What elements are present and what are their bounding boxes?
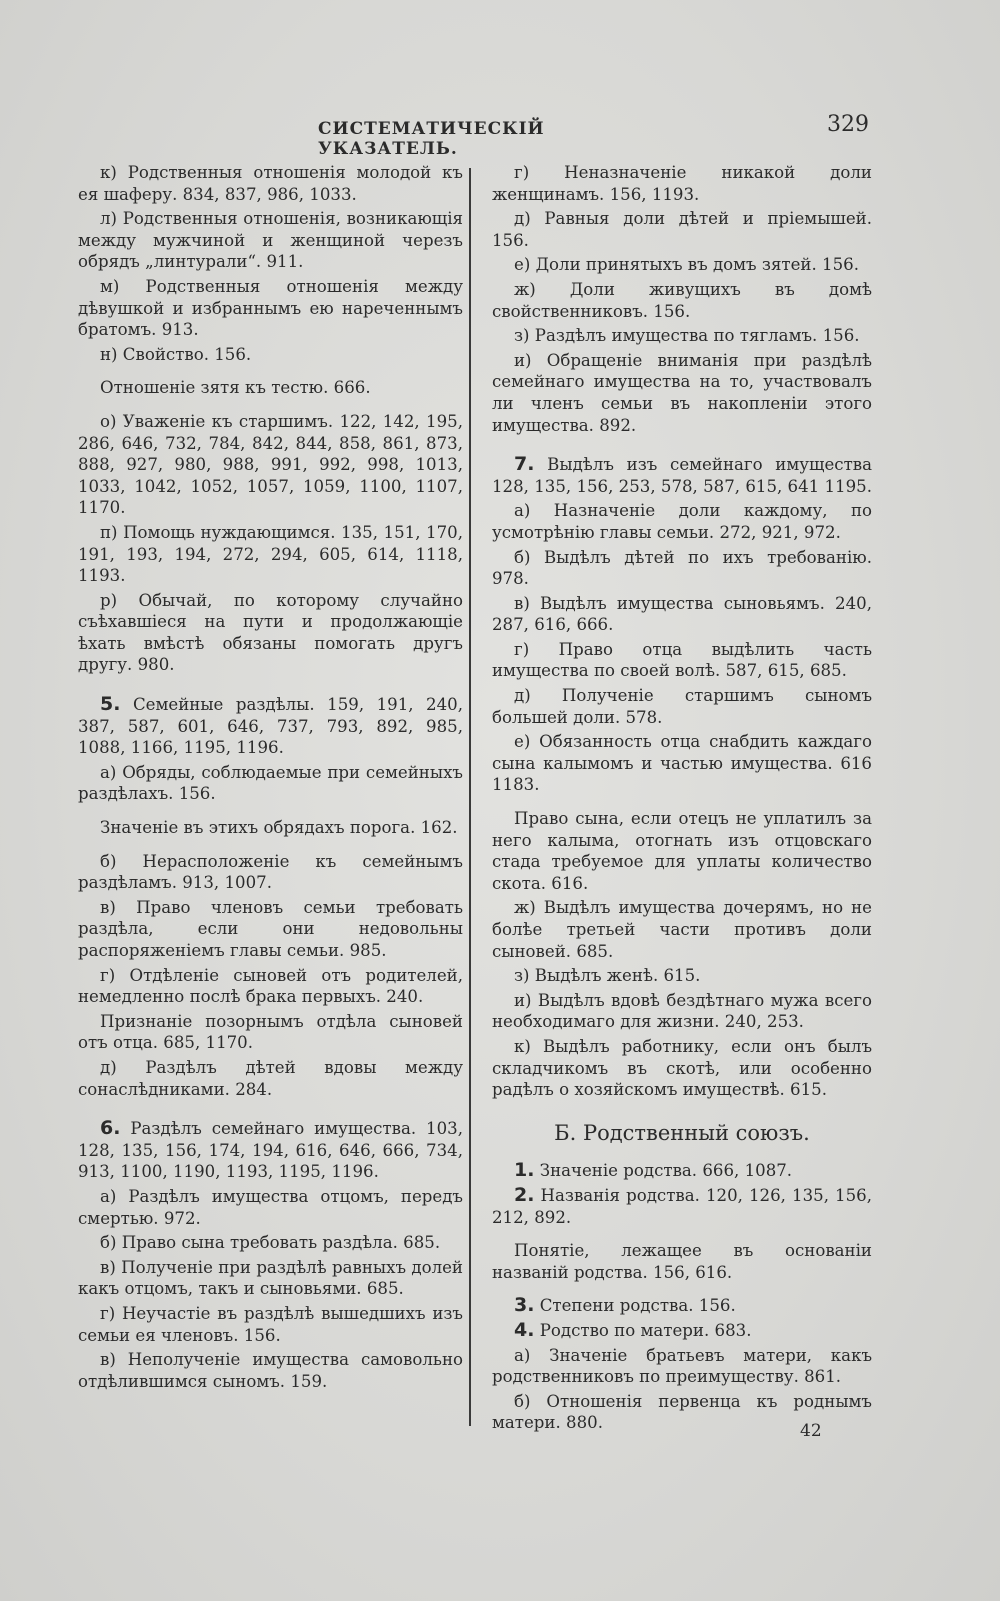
index-entry <box>492 639 872 682</box>
entry-text: е) Доли принятыхъ въ домъ зятей. 156. <box>514 255 859 275</box>
entry-text: д) Равныя доли дѣтей и пріемышей. 156. <box>492 209 872 250</box>
column-divider <box>469 168 471 1426</box>
index-entry <box>492 1345 872 1388</box>
index-entry <box>492 685 872 728</box>
index-entry <box>492 1295 872 1317</box>
page-number: 329 <box>827 112 869 137</box>
index-entry <box>492 547 872 590</box>
entry-text: б) Выдѣлъ дѣтей по ихъ требованію. 978. <box>492 547 872 589</box>
index-entry <box>78 377 463 399</box>
entry-text: а) Значеніе братьевъ матери, какъ родственниковъ по преимуществу. 861. <box>492 1345 872 1387</box>
entry-text: к) Родственныя отношенія молодой къ ея шаферу. 834, 837, 986, 1033. <box>78 163 463 204</box>
index-entry <box>492 731 872 796</box>
entry-text: л) Родственныя отношенія, возникающія между мужчиной и женщиной черезъ обрядъ „линтурали“. 911. <box>78 209 463 272</box>
index-entry <box>78 851 463 894</box>
entry-text: р) Обычай, по которому случайно съѣхавшіеся на пути и продолжающіе ѣхать вмѣстѣ обязаны помогать другъ другу. 980. <box>78 590 463 675</box>
index-entry <box>492 1036 872 1101</box>
entry-text: Семейные раздѣлы. 159, 191, 240, 387, 587, 601, 646, 737, 793, 892, 985, 1088, 1166, 1195, 1196. <box>78 695 463 758</box>
right-column <box>492 162 872 1437</box>
index-entry <box>492 808 872 894</box>
entry-text: в) Неполученіе имущества самовольно отдѣлившимся сыномъ. 159. <box>78 1350 463 1391</box>
index-entry <box>492 897 872 962</box>
entry-text: г) Право отца выдѣлить часть имущества по своей волѣ. 587, 615, 685. <box>492 639 872 681</box>
entry-text: Родство по матери. 683. <box>534 1320 752 1340</box>
entry-text: Право сына, если отецъ не уплатилъ за него калыма, отогнать изъ отцовскаго стада требуемое для уплаты количество скота. 616. <box>492 809 872 893</box>
entry-text: б) Нерасположеніе къ семейнымъ раздѣламъ. 913, 1007. <box>78 851 463 893</box>
entry-text: Значеніе родства. 666, 1087. <box>534 1161 793 1181</box>
index-entry <box>492 350 872 436</box>
signature-mark: 42 <box>800 1421 822 1441</box>
entry-text: а) Назначеніе доли каждому, по усмотрѣнію главы семьи. 272, 921, 972. <box>492 501 872 542</box>
index-entry <box>78 276 463 341</box>
entry-text: Значеніе въ этихъ обрядахъ порога. 162. <box>100 818 458 838</box>
entry-text: к) Выдѣлъ работнику, если онъ былъ складчикомъ въ скотѣ, или особенно радѣлъ о хозяйскомъ имуществѣ. 615. <box>492 1036 872 1100</box>
index-entry <box>492 500 872 543</box>
index-entry <box>492 1160 872 1182</box>
index-entry <box>492 162 872 205</box>
index-entry <box>78 1186 463 1229</box>
entry-text: п) Помощь нуждающимся. 135, 151, 170, 191, 193, 194, 272, 294, 605, 614, 1118, 1193. <box>78 522 463 586</box>
entry-text: Выдѣлъ изъ семейнаго имущества 128, 135, 156, 253, 578, 587, 615, 641 1195. <box>492 455 873 496</box>
entry-text: Признаніе позорнымъ отдѣла сыновей отъ отца. 685, 1170. <box>78 1011 463 1053</box>
index-entry <box>78 694 463 759</box>
index-entry <box>492 208 872 251</box>
entry-text: Раздѣлъ семейнаго имущества. 103, 128, 135, 156, 174, 194, 616, 646, 666, 734, 913, 1100, 1190, 1193, 1195, 1196. <box>78 1119 463 1182</box>
entry-text: в) Выдѣлъ имущества сыновьямъ. 240, 287, 616, 666. <box>492 593 872 635</box>
index-entry <box>492 965 872 987</box>
entry-text: и) Обращеніе вниманія при раздѣлѣ семейнаго имущества на то, участвовалъ ли членъ семьи въ накопленіи этого имущества. 892. <box>492 350 872 435</box>
entry-text: г) Неучастіе въ раздѣлѣ вышедшихъ изъ семьи ея членовъ. 156. <box>78 1303 463 1345</box>
entry-text: Понятіе, лежащее въ основаніи названій родства. 156, 616. <box>492 1241 872 1282</box>
index-entry <box>492 1185 872 1228</box>
index-entry <box>78 1057 463 1100</box>
entry-number: 6. <box>100 1117 121 1140</box>
entry-text: б) Отношенія первенца къ роднымъ матери. 880. <box>492 1391 872 1433</box>
index-entry <box>492 325 872 347</box>
entry-text: Отношеніе зятя къ тестю. 666. <box>100 378 371 398</box>
entry-text: а) Раздѣлъ имущества отцомъ, передъ смертью. 972. <box>78 1186 463 1228</box>
entry-text: з) Раздѣлъ имущества по тягламъ. 156. <box>514 326 860 346</box>
index-entry <box>78 1011 463 1054</box>
entry-text: б) Право сына требовать раздѣла. 685. <box>100 1233 441 1253</box>
index-entry <box>492 990 872 1033</box>
entry-text: а) Обряды, соблюдаемые при семейныхъ раздѣлахъ. 156. <box>78 762 463 804</box>
index-entry <box>492 279 872 322</box>
right-column-entries <box>492 162 872 1101</box>
entry-text: з) Выдѣлъ женѣ. 615. <box>514 966 701 986</box>
index-entry <box>78 162 463 205</box>
entry-text: н) Свойство. 156. <box>100 344 252 364</box>
index-entry <box>492 454 872 497</box>
entry-text: ж) Выдѣлъ имущества дочерямъ, но не болѣе третьей части противъ доли сыновей. 685. <box>492 898 872 961</box>
index-entry <box>78 1232 463 1254</box>
entry-number: 5. <box>100 693 121 716</box>
index-entry <box>78 344 463 366</box>
entry-text: в) Право членовъ семьи требовать раздѣла, если они недовольны распоряженіемъ главы семьи. 985. <box>78 897 463 960</box>
entry-number: 1. <box>514 1159 535 1182</box>
left-column <box>78 162 463 1395</box>
index-entry <box>492 1240 872 1283</box>
index-entry <box>78 522 463 587</box>
entry-text: д) Полученіе старшимъ сыномъ большей доли. 578. <box>492 686 872 727</box>
running-header: СИСТЕМАТИЧЕСКІЙ УКАЗАТЕЛЬ. <box>318 119 545 159</box>
entry-text: м) Родственныя отношенія между дѣвушкой и избраннымъ ею нареченнымъ братомъ. 913. <box>78 276 463 340</box>
entry-text: Степени родства. 156. <box>534 1296 736 1316</box>
index-entry <box>78 1257 463 1300</box>
index-entry <box>78 965 463 1008</box>
entry-number: 2. <box>514 1183 535 1206</box>
entry-number: 4. <box>514 1318 535 1341</box>
section-b-entries <box>492 1160 872 1434</box>
entry-number: 3. <box>514 1294 535 1317</box>
index-entry <box>78 762 463 805</box>
index-entry <box>78 897 463 962</box>
index-entry <box>78 1118 463 1183</box>
index-entry <box>78 411 463 519</box>
entry-number: 7. <box>514 453 535 476</box>
entry-text: е) Обязанность отца снабдить каждаго сына калымомъ и частью имущества. 616 1183. <box>492 732 872 795</box>
entry-text: Названія родства. 120, 126, 135, 156, 212, 892. <box>492 1185 872 1227</box>
index-entry <box>78 590 463 676</box>
index-entry <box>78 817 463 839</box>
index-entry <box>78 1349 463 1392</box>
entry-text: ж) Доли живущихъ въ домѣ свойственниковъ. 156. <box>492 279 872 321</box>
entry-text: в) Полученіе при раздѣлѣ равныхъ долей какъ отцомъ, такъ и сыновьями. 685. <box>78 1257 463 1299</box>
index-entry <box>78 1303 463 1346</box>
index-entry <box>492 254 872 276</box>
entry-text: г) Отдѣленіе сыновей отъ родителей, немедленно послѣ брака первыхъ. 240. <box>78 965 463 1007</box>
entry-text: д) Раздѣлъ дѣтей вдовы между сонаслѣдниками. 284. <box>78 1057 463 1099</box>
index-entry <box>492 1320 872 1342</box>
entry-text: о) Уваженіе къ старшимъ. 122, 142, 195, 286, 646, 732, 784, 842, 844, 858, 861, 873, 888, 927, 980, 988, 991, 992, 998, 1013, 1033, 1042, 1052, 1057, 1059, 1100, 1107, 1170. <box>78 411 463 518</box>
section-b-heading: Б. Родственный союзъ. <box>554 1120 810 1145</box>
index-entry <box>492 593 872 636</box>
index-entry <box>78 208 463 273</box>
entry-text: г) Неназначеніе никакой доли женщинамъ. 156, 1193. <box>492 163 872 204</box>
entry-text: и) Выдѣлъ вдовѣ бездѣтнаго мужа всего необходимаго для жизни. 240, 253. <box>492 990 872 1032</box>
